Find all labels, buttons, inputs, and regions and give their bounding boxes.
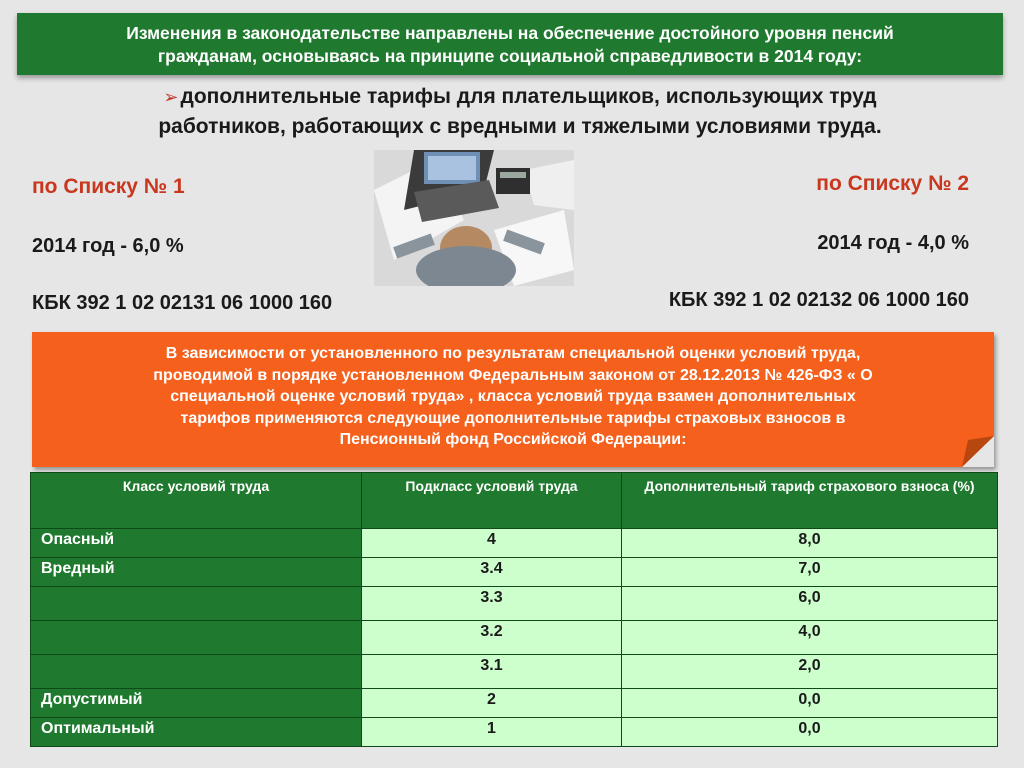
cell-class: Оптимальный: [31, 718, 362, 747]
cell-rate: 8,0: [622, 529, 998, 558]
subtitle-text-1: дополнительные тарифы для плательщиков, использующих труд: [180, 85, 877, 108]
subtitle-line-2: работников, работающих с вредными и тяжелыми условиями труда.: [158, 115, 882, 138]
callout-box: [32, 332, 994, 467]
table-header-row: [31, 473, 998, 529]
callout-line-1: В зависимости от установленного по результатам специальной оценки условий труда,: [165, 345, 861, 362]
header-rate: Дополнительный тариф страхового взноса (%): [622, 473, 998, 529]
cell-rate: 2,0: [622, 655, 998, 689]
cell-class: Вредный: [31, 558, 362, 587]
list-1-title: по Списку № 1: [32, 175, 185, 198]
callout-line-4: тарифов применяются следующие дополнительные тарифы страховых взносов в: [180, 409, 846, 427]
header-line-1: Изменения в законодательстве направлены на обеспечение достойного уровня пенсий: [126, 23, 894, 43]
list-1-year-rate: 2014 год - 6,0 %: [32, 235, 184, 257]
table-row: [31, 689, 998, 718]
list-1-block: [32, 175, 412, 315]
callout-line-3: специальной оценке условий труда» , класса условий труда взамен дополнительных: [170, 388, 856, 405]
cell-subclass: 3.2: [362, 621, 622, 655]
cell-subclass: 1: [362, 718, 622, 747]
list-2-block: [549, 172, 969, 312]
arrow-bullet-icon: ➢: [163, 87, 179, 107]
header-class: Класс условий труда: [31, 473, 362, 529]
cell-rate: 0,0: [622, 718, 998, 747]
header-subclass: Подкласс условий труда: [362, 473, 622, 529]
header-banner: [17, 13, 1003, 75]
cell-class: [31, 587, 362, 621]
table-row: [31, 587, 998, 621]
header-line-2: гражданам, основываясь на принципе социальной справедливости в 2014 году:: [157, 46, 863, 66]
cell-subclass: 3.1: [362, 655, 622, 689]
page-fold-icon: [962, 436, 994, 467]
cell-rate: 4,0: [622, 621, 998, 655]
table-row: [31, 655, 998, 689]
tariff-table: [30, 472, 998, 747]
cell-class: [31, 655, 362, 689]
table-row: [31, 621, 998, 655]
cell-rate: 6,0: [622, 587, 998, 621]
cell-subclass: 4: [362, 529, 622, 558]
list-1-kbk: КБК 392 1 02 02131 06 1000 160: [32, 292, 333, 314]
table-row: [31, 529, 998, 558]
list-2-kbk: КБК 392 1 02 02132 06 1000 160: [668, 289, 969, 311]
cell-subclass: 3.3: [362, 587, 622, 621]
callout-line-5: Пенсионный фонд Российской Федерации:: [339, 431, 687, 448]
table-row: [31, 718, 998, 747]
cell-subclass: 3.4: [362, 558, 622, 587]
cell-class: [31, 621, 362, 655]
cell-class: Опасный: [31, 529, 362, 558]
subtitle: [60, 82, 980, 141]
cell-subclass: 2: [362, 689, 622, 718]
cell-rate: 7,0: [622, 558, 998, 587]
list-2-year-rate: 2014 год - 4,0 %: [817, 232, 969, 254]
callout-line-2: проводимой в порядке установленном Федеральным законом от 28.12.2013 № 426-ФЗ « О: [153, 366, 873, 384]
table-row: [31, 558, 998, 587]
list-2-title: по Списку № 2: [816, 172, 969, 195]
cell-class: Допустимый: [31, 689, 362, 718]
cell-rate: 0,0: [622, 689, 998, 718]
subtitle-line-1: [60, 82, 980, 112]
